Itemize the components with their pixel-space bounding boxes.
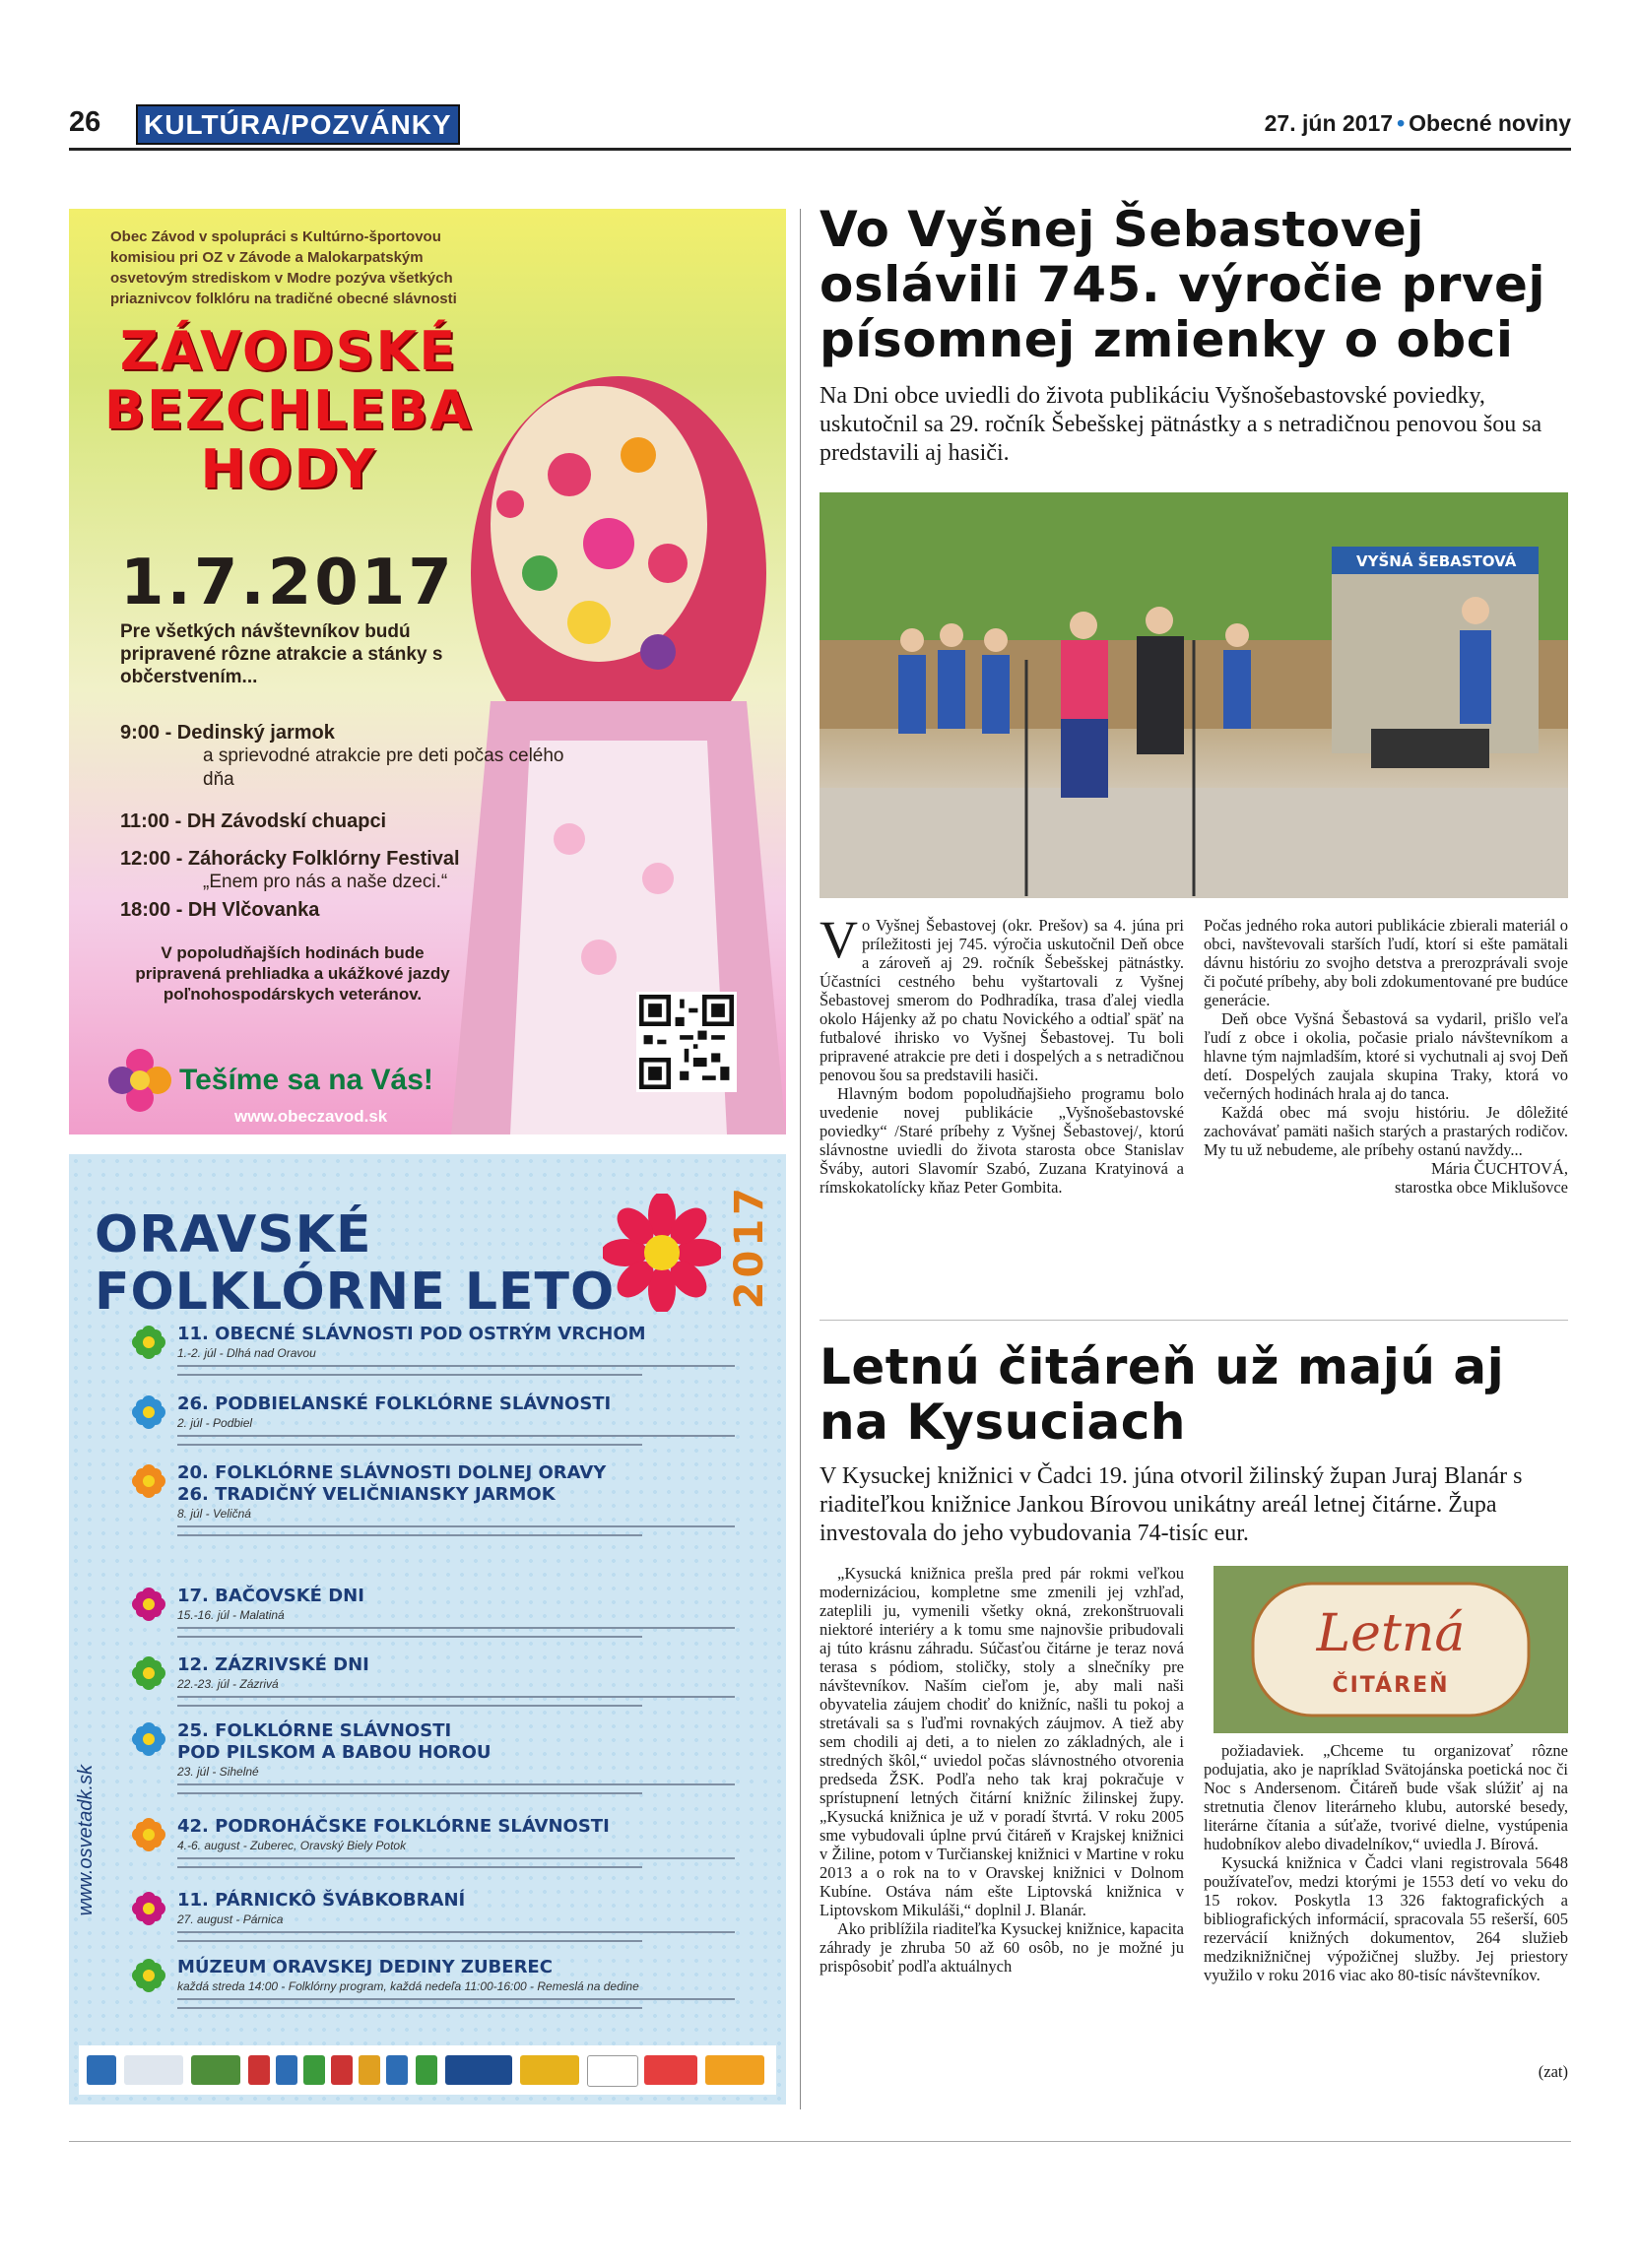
daisy-icon — [603, 1194, 721, 1312]
article-signature: (zat) — [1538, 2062, 1568, 2081]
poster-title-line: ZÁVODSKÉ — [119, 320, 458, 382]
festival-contact-lines — [177, 1998, 758, 2000]
author-role: starostka obce Miklušovce — [1395, 1178, 1568, 1197]
coat-of-arms-icon — [416, 2055, 437, 2085]
flower-icon — [132, 1326, 165, 1359]
poster-intro: Obec Závod v spolupráci s Kultúrno-športovou komisiou pri OZ v Závode a Malokarpatským osvetovým strediskom v Modre pozýva všetkých priaznivcov folklóru na tradičné obecné slávnosti — [110, 228, 457, 307]
poster-title-line: FOLKLÓRNE LETO — [95, 1263, 616, 1322]
program-time: 18:00 — [120, 899, 171, 921]
sponsor-logo — [191, 2055, 240, 2085]
sponsor-logo — [705, 2055, 764, 2085]
coat-of-arms-icon — [276, 2055, 297, 2085]
sponsor-logo — [520, 2055, 579, 2085]
author-name: Mária ČUCHTOVÁ, — [1430, 1159, 1568, 1178]
program-time: 12:00 — [120, 848, 171, 870]
festival-date: 27. august - Párnica — [177, 1912, 284, 1926]
article-lead: V Kysuckej knižnici v Čadci 19. júna otvoril žilinský župan Juraj Blanár s riaditeľkou knižnice Jankou Bírovou unikátny areál letnej čitárne. Župa investovala do jeho vybudovania 74-tisíc eur. — [820, 1463, 1523, 1546]
header-rule — [69, 148, 1571, 151]
festival-name: 25. FOLKLÓRNE SLÁVNOSTI POD PILSKOM A BABOU HOROU — [177, 1720, 492, 1763]
festival-contact-lines — [177, 1365, 758, 1367]
flower-icon — [132, 1892, 165, 1925]
flower-icon — [132, 1722, 165, 1756]
article-byline — [1204, 1159, 1568, 1197]
program-detail: a sprievodné atrakcie pre deti počas celého dňa — [203, 745, 564, 790]
event-subtitle: Pre všetkých návštevníkov budú pripravené rôzne atrakcie a stánky s občerstvením... — [120, 621, 443, 687]
festival-contact-lines — [177, 1696, 758, 1698]
festival-contact-lines — [177, 1931, 758, 1933]
flower-icon — [132, 1395, 165, 1429]
article-column — [820, 910, 1184, 1197]
festival-date: 4.-6. august - Zuberec, Oravský Biely Potok — [177, 1839, 407, 1852]
coat-of-arms-icon — [331, 2055, 353, 2085]
article-paragraph: Hlavným bodom popoludňajšieho programu bolo uvedenie novej publikácie „Vyšnošebastovské poviedky“ /Staré príbehy z Vyšnej Šebastovej/, ktorú slávnostne uviedli do života starosta obce Stanislav Šváby, autori Slavomír Szabó, Zuzana Kratyinová a rímskokatolícky kňaz Peter Gombita. — [820, 1084, 1184, 1197]
article-paragraph: Ako priblížila riaditeľka Kysuckej knižnice, kapacita záhrady je zhruba 50 až 60 osôb, no je možné ju prispôsobiť podľa aktuálnych — [820, 1919, 1184, 1976]
festival-name: MÚZEUM ORAVSKEJ DEDINY ZUBEREC — [177, 1957, 553, 1977]
festival-date: 23. júl - Sihelné — [177, 1765, 259, 1779]
festival-contact-lines — [177, 1435, 758, 1437]
festival-date: 15.-16. júl - Malatiná — [177, 1608, 285, 1622]
festival-date: každá streda 14:00 - Folklórny program, každá nedeľa 11:00-16:00 - Remeslá na dedine — [177, 1979, 639, 1993]
separator-dot: • — [1397, 110, 1406, 136]
event-note: V popoludňajších hodinách bude pripravená prehliadka a ukážkové jazdy poľnohospodárskych veteránov. — [135, 943, 450, 1004]
article-column — [1204, 916, 1568, 1197]
program-item — [120, 898, 593, 922]
drop-cap: V — [820, 910, 858, 969]
article-paragraph: Deň obce Vyšná Šebastová sa vydaril, prišlo veľa ľudí z obce i okolia, počasie prialo návštevníkom a hlavne tým najmladším, ktoré si vychutnali aj svoj Deň detí. Dospelých zaujala skupina Traky, ktorá vo večerných hodinách hrala aj do tanca. — [1204, 1009, 1568, 1103]
program-event: - DH Vlčovanka — [175, 899, 320, 921]
article-photo — [820, 492, 1568, 898]
article-paragraph: Počas jedného roka autori publikácie zbierali materiál o obci, navštevovali starších ľudí, ktorí si ešte pamätali dávnu históriu zo svojho detstva a prerozprávali svoje či počuté príbehy, aby boli zdokumentované pre budúce generácie. — [1204, 916, 1568, 1009]
coat-of-arms-icon — [359, 2055, 380, 2085]
program-item — [120, 721, 593, 792]
reading-room-sign-photo — [1214, 1566, 1568, 1733]
article-paragraph: Vo Vyšnej Šebastovej (okr. Prešov) sa 4. júna pri príležitosti jej 745. výročia uskutočnil Deň obce a zároveň aj 29. ročník Šebešskej pätnástky. Účastníci cestného behu vyštartovali z Vyšnej Šebastovej smerom do Podhradíka, trasa ďalej viedla okolo Hájenky až po chatu Novického a odtiaľ späť na futbalové ihrisko vo Vyšnej Šebastovej. Tu boli pripravené atrakcie pre deti i dospelých a s netradičnou penovou šou sa predstavili hasiči. — [820, 910, 1184, 1084]
article-column — [1204, 1741, 1568, 1984]
festival-date: 22.-23. júl - Zázrivá — [177, 1677, 279, 1691]
article-headline: Vo Vyšnej Šebastovej oslávili 745. výročie prvej písomnej zmienky o obci — [820, 201, 1546, 368]
flower-icon — [132, 1959, 165, 1992]
poster-website: www.obeczavod.sk — [234, 1107, 388, 1126]
sponsor-logos — [79, 2045, 776, 2095]
festival-name: 42. PODROHÁČSKE FOLKLÓRNE SLÁVNOSTI — [177, 1816, 610, 1837]
reading-room-sign-illustration — [1214, 1566, 1568, 1733]
flower-icon — [132, 1818, 165, 1851]
issue-line — [1265, 110, 1571, 137]
program-time: 11:00 — [120, 810, 170, 832]
page-number: 26 — [69, 106, 101, 138]
article-headline: Letnú čitáreň už majú aj na Kysuciach — [820, 1338, 1505, 1451]
program-event: - DH Závodskí chuapci — [174, 810, 387, 832]
festival-name: 20. FOLKLÓRNE SLÁVNOSTI DOLNEJ ORAVY 26. TRADIČNÝ VELIČNIANSKY JARMOK — [177, 1462, 607, 1505]
flower-ornament-icon — [100, 1041, 179, 1120]
closing-message: Tešíme sa na Vás! — [179, 1064, 433, 1096]
festival-name: 12. ZÁZRIVSKÉ DNI — [177, 1654, 369, 1675]
festival-date: 2. júl - Podbiel — [177, 1416, 253, 1430]
article-paragraph: požiadaviek. „Chceme tu organizovať rôzne podujatia, ako je napríklad Svätojánska poetická noc či Noc s Andersenom. Čitáreň bude však slúžiť aj na stretnutia členov literárneho klubu, autorské besedy, literárne čítania a súťaže, tvorivé dielne, vystúpenia hudobníkov alebo divadelníkov,“ uviedla J. Bírová. — [1204, 1741, 1568, 1853]
sign-caps-text: ČITÁREŇ — [1332, 1673, 1450, 1698]
program-time: 9:00 — [120, 722, 161, 744]
flower-icon — [132, 1588, 165, 1621]
article-paragraph: Každá obec má svoju históriu. Je dôležité zachovávať pamäti našich starých a prastarých rodičov. My tu už nebudeme, ale príbehy ostanú navždy... — [1204, 1103, 1568, 1159]
coat-of-arms-icon — [87, 2055, 116, 2085]
column-divider — [800, 209, 801, 2109]
festival-year: 2017 — [727, 1184, 772, 1310]
coat-of-arms-icon — [303, 2055, 325, 2085]
program-item — [120, 847, 593, 894]
oravske-leto-poster — [69, 1154, 786, 2105]
sponsor-logo — [644, 2055, 697, 2085]
flower-icon — [132, 1656, 165, 1690]
poster-website: www.osvetadk.sk — [75, 1765, 97, 1916]
festival-name: 11. OBECNÉ SLÁVNOSTI POD OSTRÝM VRCHOM — [177, 1324, 646, 1344]
qr-code-icon — [636, 992, 737, 1092]
article-paragraph: „Kysucká knižnica prešla pred pár rokmi veľkou modernizáciou, kompletne sme zmenili jej vzhľad, zateplili ju, vymenili všetky okná, zrekonštruovali niektoré interiéry a k tomu sme najnovšie pribudovali aj túto krásnu záhradu. Súčasťou čitárne je teraz nová terasa s pódiom, stoličky, stoly a slnečníky pre návštevníkov. Naším cieľom je, aby mali naši obyvatelia záujem chodiť do knižníc, našli tu pokoj a stretávali sa s ľuďmi rovnakých záujmov. A tiež aby sem chodili aj deti, a to nielen zo základných, ale i stredných škôl,“ uviedol počas slávnostného otvorenia predseda ŽSK. Podľa neho tak kraj pokračuje v sprístupnení letných čitární knižníc žilinskej župy. „Kysucká knižnica je už v poradí štvrtá. V roku 2005 sme vybudovali úplne prvú čitáreň v Krajskej knižnici v Žiline, potom v Turčianskej knižnici v Martine v roku 2013 a o rok na to v Oravskej knižnici v Dolnom Kubíne. Ostáva nám ešte Liptovská knižnica v Liptovskom Mikuláši,“ doplnil J. Blanár. — [820, 1564, 1184, 1919]
newspaper-name: Obecné noviny — [1409, 110, 1571, 136]
sponsor-logo — [124, 2055, 183, 2085]
coat-of-arms-icon — [248, 2055, 270, 2085]
article-lead: Na Dni obce uviedli do života publikáciu Vyšnošebastovské poviedky, uskutočnil sa 29. ročník Šebešskej pätnástky a s netradičnou penovou šou sa predstavili aj hasiči. — [820, 383, 1542, 466]
sign-script-text: Letná — [1316, 1604, 1466, 1663]
footer-rule — [69, 2141, 1571, 2142]
program-event: - Záhorácky Folklórny Festival — [175, 848, 460, 870]
event-date: 1.7.2017 — [120, 547, 455, 619]
festival-date: 1.-2. júl - Dlhá nad Oravou — [177, 1346, 316, 1360]
coat-of-arms-icon — [386, 2055, 408, 2085]
poster-title-line: BEZCHLEBA — [103, 379, 474, 441]
festival-name: 11. PÁRNICKÔ ŠVÁBKOBRANÍ — [177, 1890, 466, 1911]
article-paragraph: Kysucká knižnica v Čadci vlani registrovala 5648 používateľov, medzi ktorými je 1553 detí vo veku do 15 rokov. Poskytla 13 326 faktografických a bibliografických informácií, spracovala 55 rešerší, 605 rezervácií knižných dokumentov, 264 služieb medziknižničnej výpožičnej služby. Jej priestory využilo v roku 2016 viac ako 80-tisíc návštevníkov. — [1204, 1853, 1568, 1984]
radio-logo — [445, 2055, 512, 2085]
flower-icon — [132, 1464, 165, 1498]
stage-scene-illustration — [820, 492, 1568, 898]
festival-contact-lines — [177, 1525, 758, 1527]
festival-name: 26. PODBIELANSKÉ FOLKLÓRNE SLÁVNOSTI — [177, 1393, 612, 1414]
poster-title-line: HODY — [200, 438, 377, 500]
issue-date: 27. jún 2017 — [1264, 110, 1394, 136]
festival-contact-lines — [177, 1783, 758, 1785]
program-item — [120, 810, 593, 833]
poster-title-line: ORAVSKÉ — [95, 1205, 372, 1264]
article-column — [820, 1564, 1184, 1976]
program-detail: „Enem pro nás a naše dzeci.“ — [203, 872, 448, 892]
festival-contact-lines — [177, 1627, 758, 1629]
hody-poster — [69, 209, 786, 1134]
article-separator — [820, 1320, 1568, 1321]
festival-name: 17. BAČOVSKÉ DNI — [177, 1586, 364, 1606]
photo-sign-text: VYŠNÁ ŠEBASTOVÁ — [1356, 552, 1517, 570]
festival-contact-lines — [177, 1857, 758, 1859]
poster-title — [97, 322, 481, 499]
section-label: KULTÚRA/POZVÁNKY — [136, 104, 460, 145]
sponsor-logo — [587, 2055, 638, 2087]
program-event: - Dedinský jarmok — [164, 722, 335, 744]
festival-date: 8. júl - Veličná — [177, 1507, 251, 1521]
